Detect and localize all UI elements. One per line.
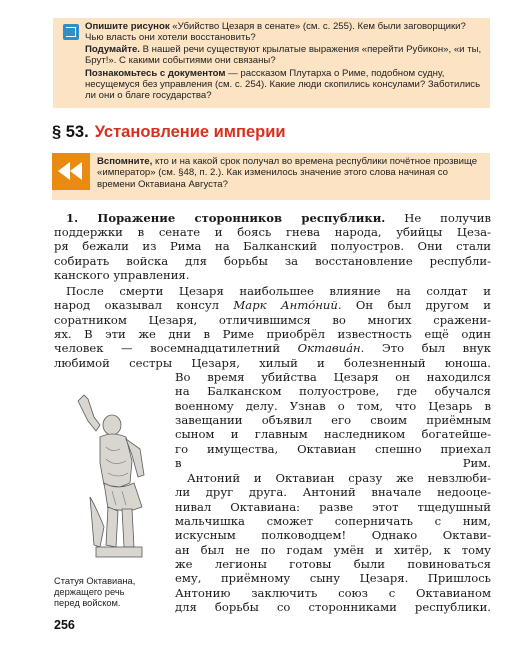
text-line: сыном и главным наследником богатейше-	[175, 427, 491, 441]
text-line: ли друг друга. Антоний вначале недооце-	[175, 485, 491, 499]
task-describe-picture: Опишите рисунок «Убийство Цезаря в сенате» (см. с. 255). Кем были заговорщики? Чью власть они хотели восстановить?	[85, 21, 466, 44]
text-line: военному делу. Узнав о том, что Цезарь в	[175, 399, 491, 413]
paragraph-1-line: 1. Поражение сторонников республики. Не получив	[66, 211, 491, 225]
name-mark-antony: Марк Анто́ний	[233, 298, 338, 312]
text-line: го имущества, Октавиан спешно приехал	[175, 442, 491, 456]
text-line: соратником Цезаря, отличившимся во многих сражени-	[54, 313, 491, 327]
text-line: завещании объявил его своим приёмным	[175, 413, 491, 427]
task-think: Подумайте. В нашей речи существуют крылатые выражения «перейти Рубикон», «и ты, Брут!». С какими событиями они связаны?	[85, 44, 482, 67]
subheading: 1. Поражение сторонников республики.	[66, 211, 386, 225]
statue-octavian-image	[60, 387, 170, 567]
text-line: любимой сестры Цезаря, хилый и болезненный юноша.	[54, 356, 491, 370]
text-line: Антонию заключить союз с Октавианом	[175, 586, 491, 600]
text-line: собирать войска для борьбы за восстановление республи-	[54, 254, 491, 268]
text-line: После смерти Цезаря наибольшее влияние на солдат и	[66, 284, 491, 298]
text-line: канского управления.	[54, 268, 190, 282]
text-line: человек — восемнадцатилетний Октавиа́н. Это был внук	[54, 341, 491, 355]
text-line: нивал Октавиана: разве этот тщедушный	[175, 500, 491, 514]
rewind-icon	[52, 153, 90, 190]
text-line: Во время убийства Цезаря он находился	[175, 370, 491, 384]
text-line: ях. В эти же дни в Риме приобрёл известность ещё один	[54, 327, 491, 341]
section-title: § 53. Установление империи	[52, 123, 286, 141]
text-line: искусным полководцем! Однако Октави-	[175, 528, 491, 542]
text-line: ря бежали из Рима на Балканский полуостров. Они стали	[54, 239, 491, 253]
image-caption: Статуя Октавиана, держащего речь перед войском.	[54, 576, 136, 608]
text-line: народ оказывал консул Марк Анто́ний. Он был другом и	[54, 298, 491, 312]
text-line: ему, приёмному сыну Цезаря. Пришлось	[175, 571, 491, 585]
text-line: мальчишка сможет соперничать с ним,	[175, 514, 491, 528]
text-line: для борьбы со сторонниками республики.	[175, 600, 491, 614]
task-document: Познакомьтесь с документом — рассказом Плутарха о Риме, подобном судну, несущемуся без управления (см. с. 254). Какие люди скопились консулами? Заботились ли они о благе государства?	[85, 68, 481, 102]
remember-text: Вспомните, кто и на какой срок получал во времена республики почётное прозвище «император» (см. §48, п. 2.). Как изменилось значение этого слова начиная со времени Октавиана Августа?	[97, 156, 478, 190]
text-line: поддержки в сенате и боясь гнева народа, убийцы Цеза-	[54, 225, 491, 239]
name-octavian: Октавиа́н	[297, 341, 361, 355]
text-line: же легионы готовы были повиноваться	[175, 557, 491, 571]
text-line: в Рим.	[175, 456, 491, 470]
text-line: Антоний и Октавиан сразу же невзлюби-	[187, 471, 491, 485]
task-icon	[63, 24, 79, 40]
text-line: ан был не по годам умён и хитёр, к тому	[175, 543, 491, 557]
text-line: на Балканском полуострове, где обучался	[175, 384, 491, 398]
page-number: 256	[54, 618, 75, 632]
